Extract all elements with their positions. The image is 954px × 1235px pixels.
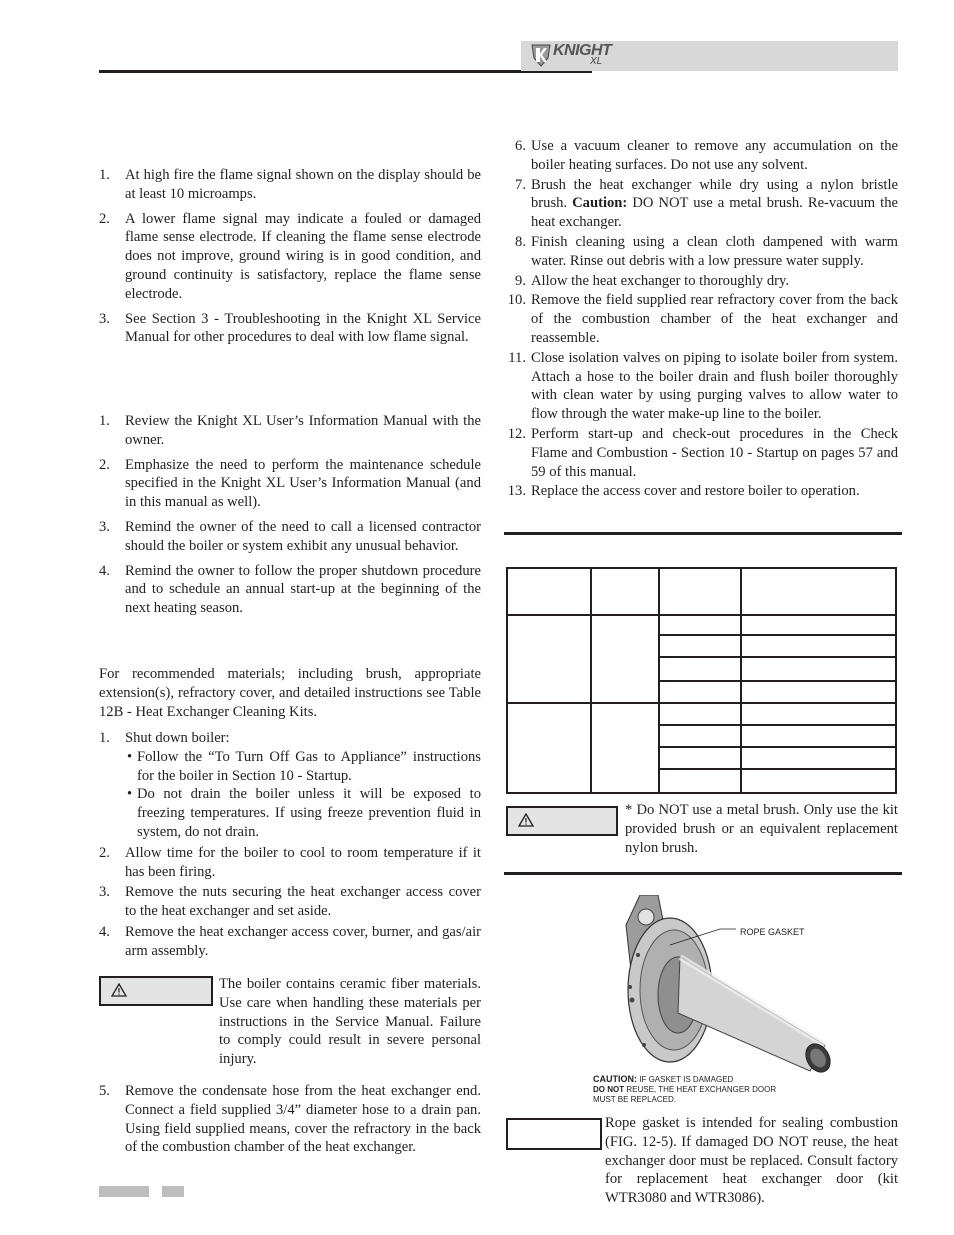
flame-signal-list [99, 166, 481, 353]
table-cell [741, 747, 896, 769]
list-item: 4. Remove the heat exchanger access cover, burner, and gas/air arm assembly. [99, 923, 481, 959]
warning-icon [111, 983, 127, 997]
cleaning-kits-table [506, 567, 897, 794]
list-item: 3. See Section 3 - Troubleshooting in the Knight XL Service Manual for other procedures to deal with low flame signal. [99, 310, 481, 346]
list-item: 7. Brush the heat exchanger while dry using a nylon bristle brush. Caution: DO NOT use a metal brush. Re-vacuum the heat exchanger. [515, 176, 898, 231]
table-cell [659, 703, 741, 725]
list-item: 12. Perform start-up and check-out procedures in the Check Flame and Combustion - Section 10 - Startup on pages 57 and 59 of this manual. [507, 425, 898, 480]
list-item: 2. A lower flame signal may indicate a fouled or damaged flame sense electrode. If cleaning the flame sense electrode does not improve, ground wiring is in good condition, and ground continuity is satisfactory, replace the flame sense electrode. [99, 210, 481, 302]
table-cell [659, 635, 741, 657]
table-cell [659, 747, 741, 769]
table-cell [659, 769, 741, 793]
caution-box [506, 806, 618, 836]
cleaning-steps-continued [504, 137, 898, 502]
logo-xl: XL [590, 56, 603, 67]
logo-text: KNIGHT [553, 42, 612, 59]
list-item: 3. Remove the nuts securing the heat exchanger access cover to the heat exchanger and set aside. [99, 884, 481, 920]
list-item: 11. Close isolation valves on piping to isolate boiler from system. Attach a hose to the boiler drain and flush boiler thoroughly with clean water by using purging valves to allow water to flow through the water make-up line to the boiler. [508, 349, 898, 423]
table-header-cell [741, 568, 896, 615]
header-rule [99, 70, 592, 73]
list-item: 2. Allow time for the boiler to cool to room temperature if it has been firing. [99, 844, 481, 880]
notice-text: Rope gasket is intended for sealing combustion (FIG. 12-5). If damaged DO NOT reuse, the heat exchanger door must be replaced. Consult factory for replacement heat exchanger door (kit WTR3080 and WTR3086). [605, 1115, 898, 1207]
footer-page-box [162, 1186, 184, 1197]
table-header-cell [591, 568, 659, 615]
list-item: 10. Remove the field supplied rear refractory cover from the back of the combustion chamber of the heat exchanger and reassemble. [507, 292, 898, 346]
table-cell [659, 725, 741, 747]
cleaning-intro: For recommended materials; including brush, appropriate extension(s), refractory cover, and detailed instructions see Table 12B - Heat Exchanger Cleaning Kits. [99, 666, 481, 720]
list-item: 6. Use a vacuum cleaner to remove any accumulation on the boiler heating surfaces. Do not use any solvent. [515, 138, 898, 173]
list-item: 2. Emphasize the need to perform the maintenance schedule specified in the Knight XL User’s Information Manual (and in this manual as well). [99, 456, 481, 511]
table-cell [507, 615, 591, 703]
warning-text: The boiler contains ceramic fiber materials. Use care when handling these materials per instructions in the Service Manual. Failure to comply could result in severe personal injury. [219, 976, 481, 1068]
list-item: 1. At high fire the flame signal shown on the display should be at least 10 microamps. [99, 167, 481, 202]
table-cell [507, 703, 591, 793]
owner-list [99, 412, 481, 624]
list-item: 13. Replace the access cover and restore boiler to operation. [507, 483, 860, 500]
table-header-cell [659, 568, 741, 615]
table-cell [741, 681, 896, 703]
rope-gasket-label: ROPE GASKET [740, 927, 805, 937]
list-item: 3. Remind the owner of the need to call a licensed contractor should the boiler or system exhibit any unusual behavior. [99, 518, 481, 554]
table-cell [741, 635, 896, 657]
heat-exchanger-door-figure [600, 895, 845, 1075]
table-cell [741, 657, 896, 681]
warning-icon [518, 813, 534, 827]
cleaning-step-5 [99, 1082, 481, 1163]
figure-caution: CAUTION: IF GASKET IS DAMAGED DO NOT REUSE, THE HEAT EXCHANGER DOOR MUST BE REPLACED. [593, 1074, 777, 1104]
sub-bullet: • Do not drain the boiler unless it will be exposed to freezing temperatures. If using freeze prevention fluid in system, do not drain. [127, 786, 481, 840]
list-item: 1. Review the Knight XL User’s Information Manual with the owner. [99, 413, 481, 448]
table-cell [741, 703, 896, 725]
list-item: 4. Remind the owner to follow the proper shutdown procedure and to schedule an annual start-up at the beginning of the next heating season. [99, 562, 481, 617]
list-item: 5. Remove the condensate hose from the heat exchanger end. Connect a field supplied 3/4” diameter hose to a drain pan. Using field supplied means, cover the refractory in the back of the combustion chamber of the heat exchanger. [99, 1083, 481, 1156]
cleaning-steps [99, 729, 481, 963]
sub-bullet: • Follow the “To Turn Off Gas to Appliance” instructions for the boiler in Section 10 - Startup. [127, 748, 481, 784]
list-item: 1. Shut down boiler: • Follow the “To Turn Off Gas to Appliance” instructions for the boiler in Section 10 - Startup. • Do not drain the boiler unless it will be exposed to freezing temperatures. If using freeze prevention fluid in system, do not drain. [99, 730, 481, 840]
table-cell [659, 657, 741, 681]
list-item: 8. Finish cleaning using a clean cloth dampened with warm water. Rinse out debris with a low pressure water supply. [515, 233, 898, 269]
footer-tab [99, 1186, 149, 1197]
notice-box [506, 1118, 602, 1150]
table-note: * Do NOT use a metal brush. Only use the kit provided brush or an equivalent replacement nylon brush. [625, 802, 898, 856]
section-rule [504, 872, 902, 875]
list-item: 9. Allow the heat exchanger to thoroughly dry. [515, 272, 790, 289]
table-cell [659, 615, 741, 635]
table-cell [591, 615, 659, 703]
table-cell [659, 681, 741, 703]
table-cell [741, 615, 896, 635]
table-cell [741, 769, 896, 793]
section-rule [504, 532, 902, 535]
table-header-cell [507, 568, 591, 615]
table-cell [741, 725, 896, 747]
table-cell [591, 703, 659, 793]
warning-box [99, 976, 213, 1006]
